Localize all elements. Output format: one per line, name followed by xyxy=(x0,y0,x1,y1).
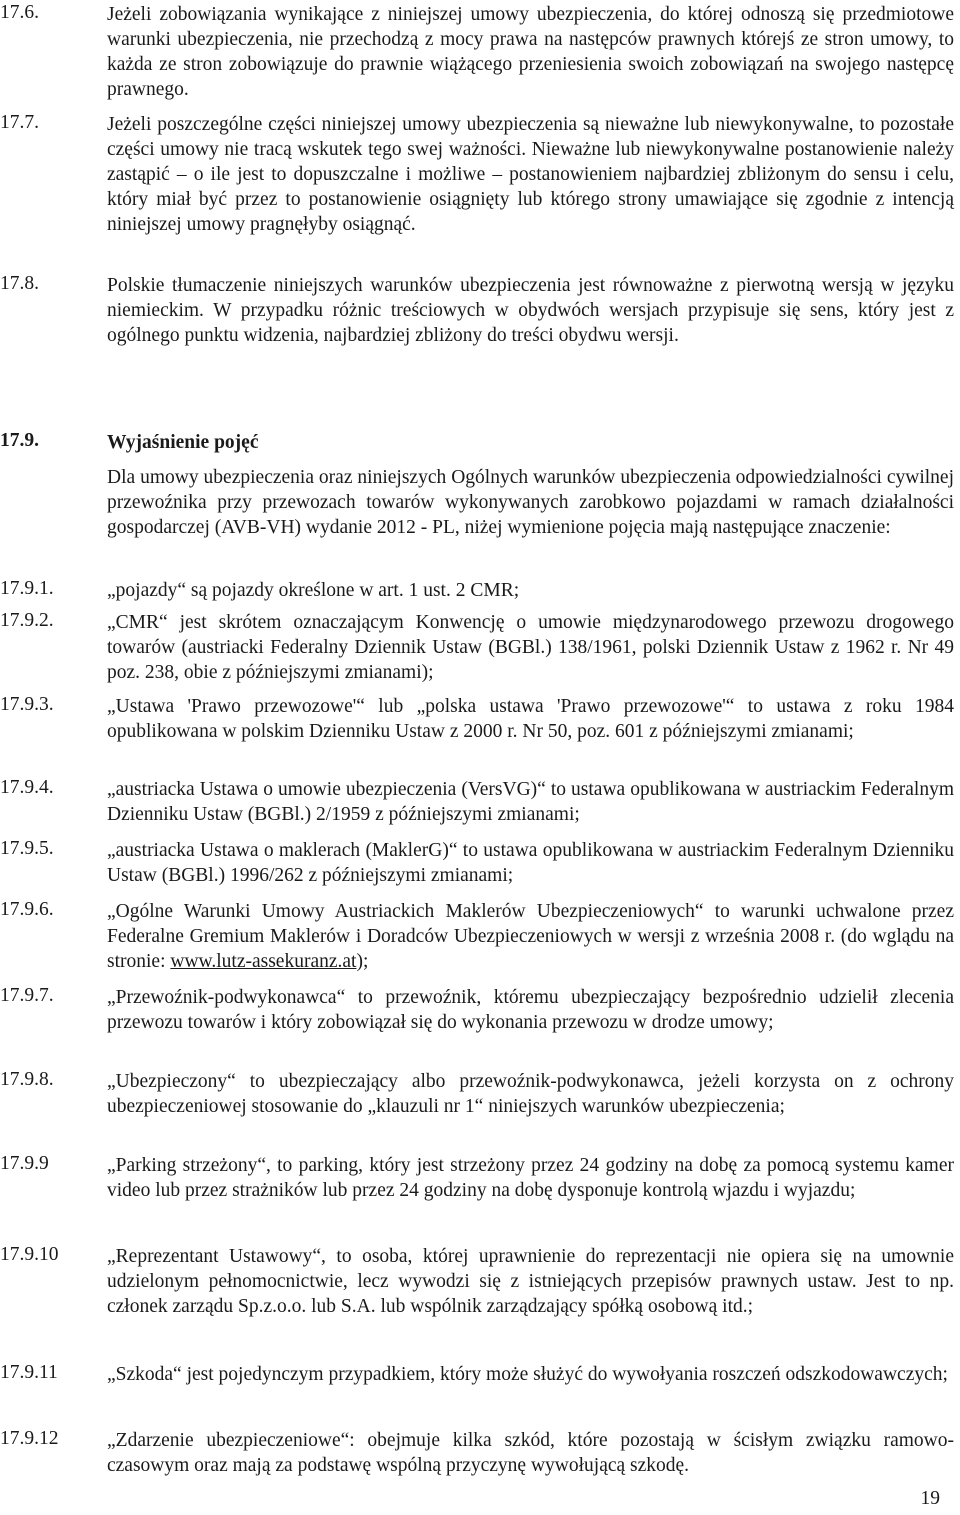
definition-text: „Parking strzeżony“, to parking, który jest strzeżony przez 24 godziny na dobę za pomocą systemu kamer video lub przez strażników lub przez 24 godziny na dobę dysponuje kontrolą wjazdu i wyjazdu; xyxy=(107,1155,954,1201)
definition-number: 17.9.7. xyxy=(0,985,54,1006)
paragraph-number: 17.7. xyxy=(0,112,39,133)
definition-number: 17.9.8. xyxy=(0,1069,54,1090)
definition-text: „Ubezpieczony“ to ubezpieczający albo przewoźnik-podwykonawca, jeżeli korzysta on z ochrony ubezpieczeniowej stosowanie do „klauzuli nr 1“ niniejszych warunków ubezpieczenia; xyxy=(107,1071,954,1117)
definition-number: 17.9.12 xyxy=(0,1428,59,1449)
section-heading: Wyjaśnienie pojęć xyxy=(107,432,259,453)
paragraph-text: Polskie tłumaczenie niniejszych warunków ubezpieczenia jest równoważne z pierwotną wersją w języku niemieckim. W przypadku różnic treściowych w obydwóch wersjach przypisuje się sens, który jest z ogólnego punktu widzenia, najbardziej zbliżony do treści obydwu wersji. xyxy=(107,275,954,346)
definition-text: „pojazdy“ są pojazdy określone w art. 1 ust. 2 CMR; xyxy=(107,580,520,601)
definition-17-9-11 xyxy=(0,1362,960,1387)
definition-17-9-7 xyxy=(0,985,960,1035)
definition-number: 17.9.5. xyxy=(0,838,54,859)
definition-number: 17.9.11 xyxy=(0,1362,58,1383)
definition-17-9-3 xyxy=(0,694,960,744)
definition-text-before: „Ogólne Warunki Umowy Austriackich Maklerów Ubezpieczeniowych“ to warunki uchwalone przez Federalne Gremium Maklerów i Doradców Ubezpieczeniowych w wersji z września 2008 r. (do wglądu na stronie: xyxy=(107,901,954,972)
definition-17-9-1 xyxy=(0,578,960,603)
paragraph-17-7 xyxy=(0,112,960,237)
definition-17-9-4 xyxy=(0,777,960,827)
definition-text-after: ); xyxy=(356,951,369,972)
definition-17-9-10 xyxy=(0,1244,960,1319)
definition-number: 17.9.6. xyxy=(0,899,54,920)
definition-17-9-8 xyxy=(0,1069,960,1119)
section-17-9 xyxy=(0,430,960,455)
definition-number: 17.9.4. xyxy=(0,777,54,798)
paragraph-17-8 xyxy=(0,273,960,348)
definition-number: 17.9.1. xyxy=(0,578,54,599)
section-intro: Dla umowy ubezpieczenia oraz niniejszych Ogólnych warunków ubezpieczenia odpowiedzialności cywilnej przewoźnika przy przewozach towarów wykonywanych zarobkowo pojazdami w ramach działalności gospodarczej (AVB-VH) wydanie 2012 - PL, niżej wymienione pojęcia mają następujące znaczenie: xyxy=(107,467,954,538)
definition-17-9-5 xyxy=(0,838,960,888)
definition-text: „Szkoda“ jest pojedynczym przypadkiem, który może służyć do wywołyania roszczeń odszkodowawczych; xyxy=(107,1364,948,1385)
paragraph-text: Jeżeli poszczególne części niniejszej umowy ubezpieczenia są nieważne lub niewykonywalne, to pozostałe części umowy nie tracą wskutek tego swej ważności. Nieważne lub niewykonywalne postanowienie należy zastąpić – o ile jest to dopuszczalne i możliwe – postanowieniem najbardziej zbliżonym do sensu i celu, który miał być przez to postanowienie osiągnięty lub którego strony umawiające się zgodnie z intencją niniejszej umowy pragnęłyby osiągnąć. xyxy=(107,114,954,235)
definition-number: 17.9.3. xyxy=(0,694,54,715)
definition-text: „austriacka Ustawa o maklerach (MaklerG)“ to ustawa opublikowana w austriackim Federalnym Dzienniku Ustaw (BGBl.) 1996/262 z późniejszymi zmianami; xyxy=(107,840,954,886)
website-link[interactable]: www.lutz-assekuranz.at xyxy=(170,951,357,972)
paragraph-number: 17.6. xyxy=(0,2,39,23)
definition-17-9-2 xyxy=(0,610,960,685)
paragraph-text: Jeżeli zobowiązania wynikające z niniejszej umowy ubezpieczenia, do której odnoszą się przedmiotowe warunki ubezpieczenia, nie przechodzą z mocy prawa na następców prawnych którejś ze stron umowy, to każda ze stron zobowiązuje do prawnie wiążącego przeniesienia swoich zobowiązań na swojego następcę prawnego. xyxy=(107,4,954,100)
paragraph-17-6 xyxy=(0,2,960,102)
definition-17-9-6 xyxy=(0,899,960,974)
definition-text: „Ustawa 'Prawo przewozowe'“ lub „polska ustawa 'Prawo przewozowe'“ to ustawa z roku 1984 opublikowana w polskim Dzienniku Ustaw z 2000 r. Nr 50, poz. 601 z późniejszymi zmianami; xyxy=(107,696,954,742)
definition-text: „Zdarzenie ubezpieczeniowe“: obejmuje kilka szkód, które pozostają w ścisłym związku ramowo-czasowym oraz mają za podstawę wspólną przyczynę wywołującą szkodę. xyxy=(107,1430,954,1476)
definition-number: 17.9.10 xyxy=(0,1244,59,1265)
definition-17-9-12 xyxy=(0,1428,960,1478)
page-number: 19 xyxy=(920,1488,940,1509)
definition-text: „austriacka Ustawa o umowie ubezpieczenia (VersVG)“ to ustawa opublikowana w austriackim Federalnym Dzienniku Ustaw (BGBl.) 2/1959 z późniejszymi zmianami; xyxy=(107,779,954,825)
definition-text xyxy=(107,899,954,974)
definition-text: „Reprezentant Ustawowy“, to osoba, której uprawnienie do reprezentacji nie opiera się na umownie udzielonym pełnomocnictwie, lecz wywodzi się z istniejących przepisów prawnych ustaw. Jest to np. członek zarządu Sp.z.o.o. lub S.A. lub wspólnik zarządzający spółką osobową itd.; xyxy=(107,1246,954,1317)
definition-number: 17.9.2. xyxy=(0,610,54,631)
definition-number: 17.9.9 xyxy=(0,1153,49,1174)
definition-text: „Przewoźnik-podwykonawca“ to przewoźnik, któremu ubezpieczający bezpośrednio udzielił zlecenia przewozu towarów i który zobowiązał się do wykonania przewozu w drodze umowy; xyxy=(107,987,954,1033)
definition-17-9-9 xyxy=(0,1153,960,1203)
section-number: 17.9. xyxy=(0,430,39,451)
definition-text: „CMR“ jest skrótem oznaczającym Konwencję o umowie międzynarodowego przewozu drogowego towarów (austriacki Federalny Dziennik Ustaw (BGBl.) 138/1961, polski Dziennik Ustaw z 1962 r. Nr 49 poz. 238, obie z późniejszymi zmianami); xyxy=(107,612,954,683)
paragraph-number: 17.8. xyxy=(0,273,39,294)
